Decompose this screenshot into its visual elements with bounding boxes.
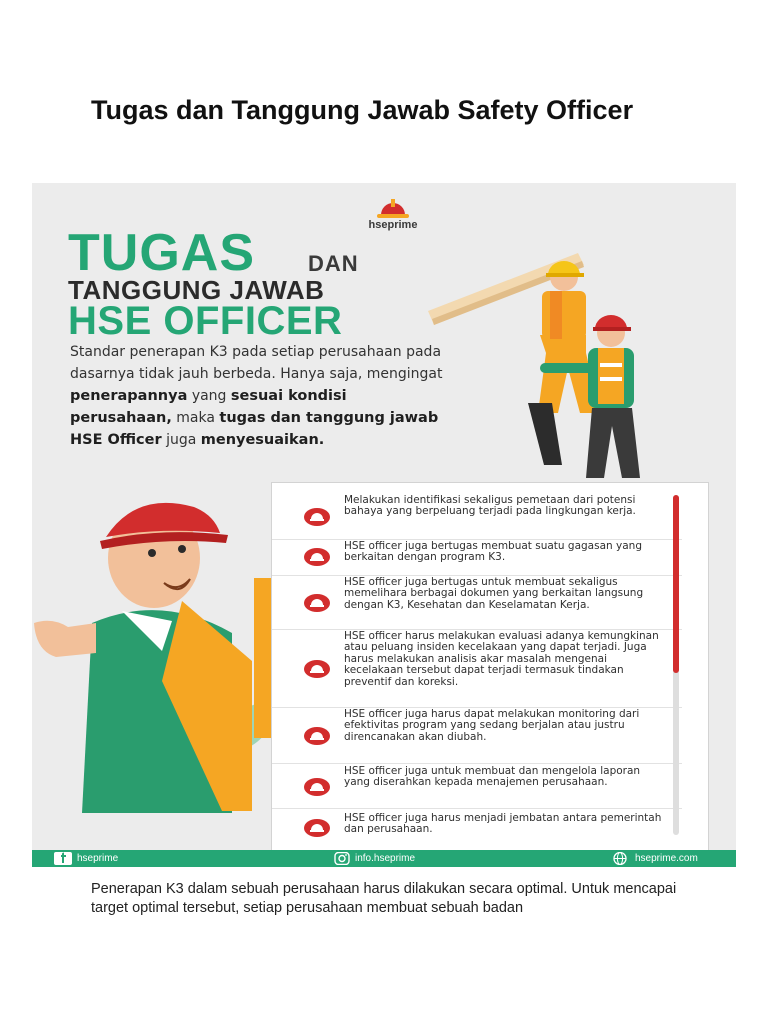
intro-text: yang	[191, 388, 227, 404]
intro-text: juga	[166, 432, 197, 448]
footer-facebook[interactable]	[54, 851, 118, 866]
list-item	[272, 541, 682, 576]
intro-text: maka	[176, 410, 215, 426]
list-item	[272, 766, 682, 809]
document-title: Tugas dan Tanggung Jawab Safety Officer	[91, 95, 634, 125]
brand-name: hseprime	[368, 219, 418, 231]
poster-footer	[32, 850, 736, 867]
helmet-gear-icon	[371, 195, 415, 221]
heading-dan: DAN	[308, 251, 359, 276]
footer-facebook-label: hseprime	[77, 853, 119, 864]
list-item-text: HSE officer juga bertugas untuk membuat sekaligus memelihara berbagai dokumen yang berkaitan langsung dengan K3, Kesehatan dan Keselamatan Kerja.	[344, 576, 644, 611]
infographic-poster	[32, 183, 736, 867]
list-item	[272, 631, 682, 708]
intro-paragraph	[70, 341, 450, 451]
helmet-icon	[302, 659, 332, 679]
heading-tanggung-jawab: TANGGUNG JAWAB	[68, 275, 325, 305]
helmet-icon	[302, 726, 332, 746]
intro-bold: penerapannya	[70, 388, 188, 404]
helmet-icon	[302, 507, 332, 527]
list-item-text: HSE officer juga harus dapat melakukan monitoring dari efektivitas program yang sedang berjalan atau justru direncanakan akan diubah.	[344, 708, 640, 743]
list-item-text: HSE officer juga harus menjadi jembatan antara pemerintah dan perusahaan.	[344, 812, 662, 836]
heading-tugas: TUGAS	[68, 224, 255, 282]
list-item-text: Melakukan identifikasi sekaligus pemetaan dari potensi bahaya yang berpeluang terjadi pada lingkungan kerja.	[344, 494, 636, 518]
globe-icon	[610, 852, 630, 865]
list-item	[272, 813, 682, 843]
intro-bold: sesuai kondisi perusahaan,	[70, 388, 347, 426]
scrollbar-thumb[interactable]	[673, 495, 679, 673]
list-item	[272, 577, 682, 630]
list-item	[272, 495, 682, 540]
footer-instagram-label: info.hseprime	[355, 853, 416, 864]
list-item-text: HSE officer juga bertugas membuat suatu gagasan yang berkaitan dengan program K3.	[344, 540, 642, 564]
footer-website[interactable]	[610, 851, 698, 866]
footer-instagram[interactable]	[334, 851, 415, 866]
cartoon-worker-illustration	[32, 483, 282, 813]
instagram-icon	[334, 852, 350, 865]
body-paragraph: Penerapan K3 dalam sebuah perusahaan harus dilakukan secara optimal. Untuk mencapai target optimal tersebut, setiap perusahaan membuat sebuah badan	[91, 881, 677, 916]
heading-hse-officer: HSE OFFICER	[68, 299, 343, 343]
helmet-icon	[302, 818, 332, 838]
helmet-icon	[302, 547, 332, 567]
duties-list-panel[interactable]	[271, 482, 709, 852]
list-item-text: HSE officer juga untuk membuat dan mengelola laporan yang diserahkan kepada menajemen perusahaan.	[344, 765, 641, 789]
list-item-text: HSE officer harus melakukan evaluasi adanya kemungkinan atau peluang insiden kecelakaan yang dapat terjadi. Juga harus melakukan analisis akar masalah mengenai kecelakaan tersebut dapat terjadi termasuk tindakan preventif dan koreksi.	[344, 630, 659, 688]
facebook-icon	[54, 852, 72, 865]
footer-website-label: hseprime.com	[635, 853, 698, 864]
brand-logo	[358, 195, 428, 231]
workers-illustration	[428, 253, 728, 483]
list-item	[272, 709, 682, 764]
intro-bold: menyesuaikan.	[200, 432, 325, 448]
intro-text: Standar penerapan K3 pada setiap perusahaan pada dasarnya tidak jauh berbeda. Hanya saja, mengingat	[70, 344, 443, 382]
helmet-icon	[302, 593, 332, 613]
intro-bold: tugas dan tanggung jawab HSE Officer	[70, 410, 439, 448]
helmet-icon	[302, 777, 332, 797]
